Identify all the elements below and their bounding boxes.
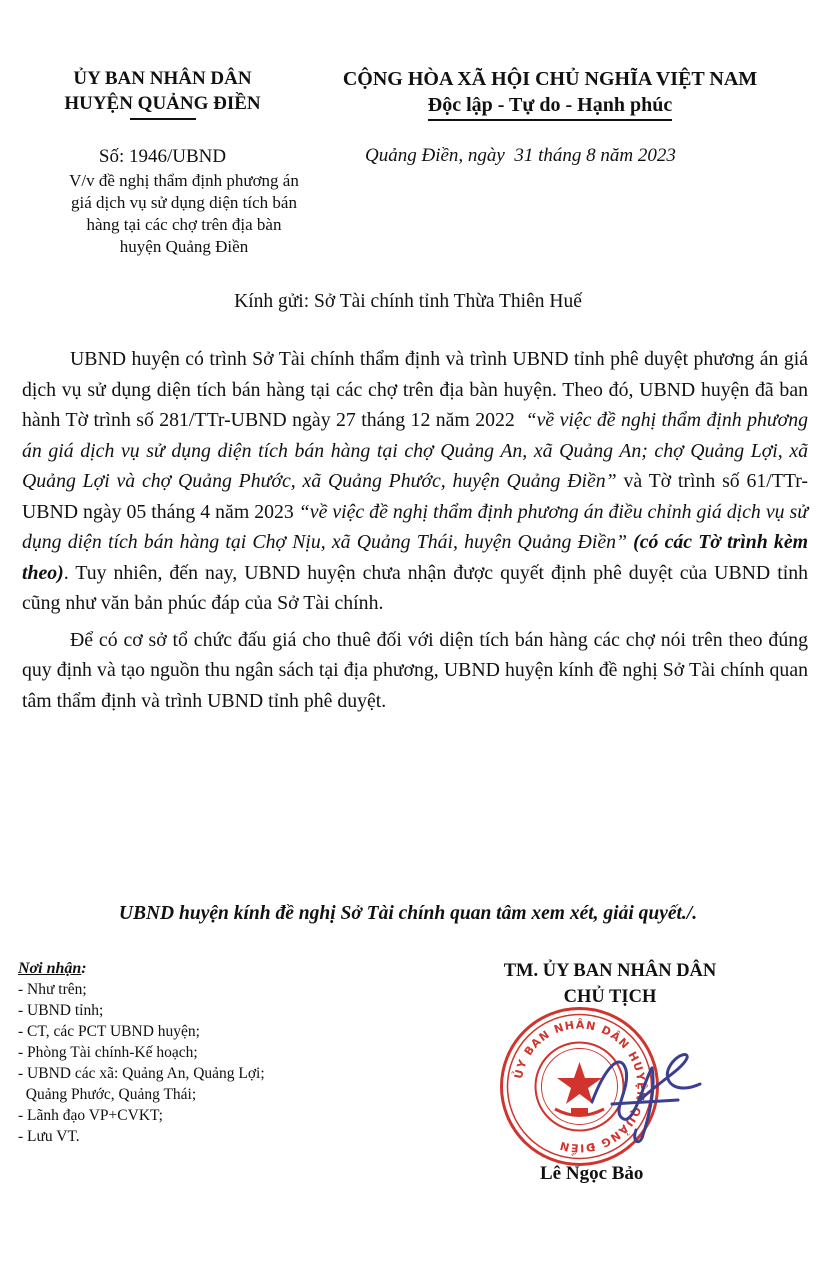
subject-line: V/v đề nghị thẩm định phương án <box>69 171 299 190</box>
addressee: Kính gửi: Sở Tài chính tỉnh Thừa Thiên Huế <box>234 291 582 312</box>
svg-text:ỦY BAN NHÂN DÂN HUYỆN QUẢNG ĐI: ỦY BAN NHÂN DÂN HUYỆN QUẢNG ĐIỀN <box>511 1018 648 1155</box>
sig-line2: CHỦ TỊCH <box>563 987 657 1007</box>
p1-quote-2: “về việc đề nghị thẩm định phương án điều chỉnh giá dịch vụ sử dụng diện tích bán hàng tại Chợ Nịu, xã Quảng Thái, huyện Quảng Điền” <box>22 500 808 553</box>
recipients-title <box>18 958 348 979</box>
agency-line1: ỦY BAN NHÂN DÂN <box>73 68 252 89</box>
document-body <box>22 344 813 716</box>
date-line: Quảng Điền, ngày 31 tháng 8 năm 2023 <box>365 145 676 166</box>
agency-underline <box>130 118 196 120</box>
subject-line: hàng tại các chợ trên địa bàn <box>86 215 282 234</box>
national-header <box>300 66 800 121</box>
signature-block <box>440 958 780 1010</box>
recipient-item: Quảng Phước, Quảng Thái; <box>18 1086 197 1103</box>
motto <box>428 92 672 121</box>
recipients-title-colon: : <box>81 960 87 977</box>
agency-line2: HUYỆN QUẢNG ĐIỀN <box>64 93 261 114</box>
p1-text: UBND huyện có trình Sở Tài chính thẩm định và trình UBND tỉnh phê duyệt phương án giá dịch vụ sử dụng diện tích bán hàng tại các chợ trên địa bàn huyện. Theo đó, UBND huyện đã ban hành Tờ trình số 281/TTr-UBND ngày 27 tháng 12 năm 2022 <box>22 348 813 431</box>
closing-request: UBND huyện kính đề nghị Sở Tài chính quan tâm xem xét, giải quyết./. <box>118 903 698 924</box>
recipients-list <box>18 958 348 1147</box>
nation-line2: Độc lập - Tự do - Hạnh phúc <box>427 94 673 116</box>
p1-quote-1: “về việc đề nghị thẩm định phương án giá dịch vụ sử dụng diện tích bán hàng tại chợ Quảng An, xã Quảng An; chợ Quảng Lợi, xã Quảng Lợi và chợ Quảng Phước, xã Quảng Phước, huyện Quảng Điền” <box>22 409 808 492</box>
subject-line: huyện Quảng Điền <box>119 237 249 256</box>
recipient-item: - CT, các PCT UBND huyện; <box>18 1023 200 1040</box>
p1-text: và Tờ trình số 61/TTr-UBND ngày 05 tháng 4 năm 2023 <box>22 470 808 523</box>
recipient-item: - Như trên; <box>18 981 87 998</box>
issuing-agency <box>30 66 295 120</box>
subject-line: giá dịch vụ sử dụng diện tích bán <box>71 193 297 212</box>
p1-text: . Tuy nhiên, đến nay, UBND huyện chưa nhận được quyết định phê duyệt của UBND tỉnh cũng như văn bản phúc đáp của Sở Tài chính. <box>22 561 808 614</box>
recipient-item: - Lưu VT. <box>18 1128 80 1145</box>
body-paragraph-2: Để có cơ sở tổ chức đấu giá cho thuê đối với diện tích bán hàng các chợ nói trên theo đúng quy định và tạo nguồn thu ngân sách tại địa phương, UBND huyện kính đề nghị Sở Tài chính quan tâm thẩm định và trình UBND tỉnh phê duyệt. <box>22 628 808 712</box>
recipient-items <box>18 979 348 1147</box>
p1-attachment-note: (có các Tờ trình kèm theo) <box>22 531 813 584</box>
recipient-item: - UBND các xã: Quảng An, Quảng Lợi; <box>18 1065 265 1082</box>
body-paragraph-1 <box>22 344 813 619</box>
sig-line1: TM. ỦY BAN NHÂN DÂN <box>503 961 717 981</box>
motto-underline <box>428 119 672 121</box>
doc-number: Số: 1946/UBND <box>98 146 227 167</box>
handwritten-signature-icon <box>582 1040 712 1150</box>
signer-name: Lê Ngọc Bảo <box>540 1163 644 1184</box>
recipient-item: - Phòng Tài chính-Kế hoạch; <box>18 1044 198 1061</box>
recipients-title-text: Nơi nhận <box>18 960 82 977</box>
recipient-item: - Lãnh đạo VP+CVKT; <box>18 1107 163 1124</box>
document-subject <box>49 170 319 258</box>
recipient-item: - UBND tỉnh; <box>18 1002 104 1019</box>
nation-line1: CỘNG HÒA XÃ HỘI CHỦ NGHĨA VIỆT NAM <box>342 68 758 90</box>
